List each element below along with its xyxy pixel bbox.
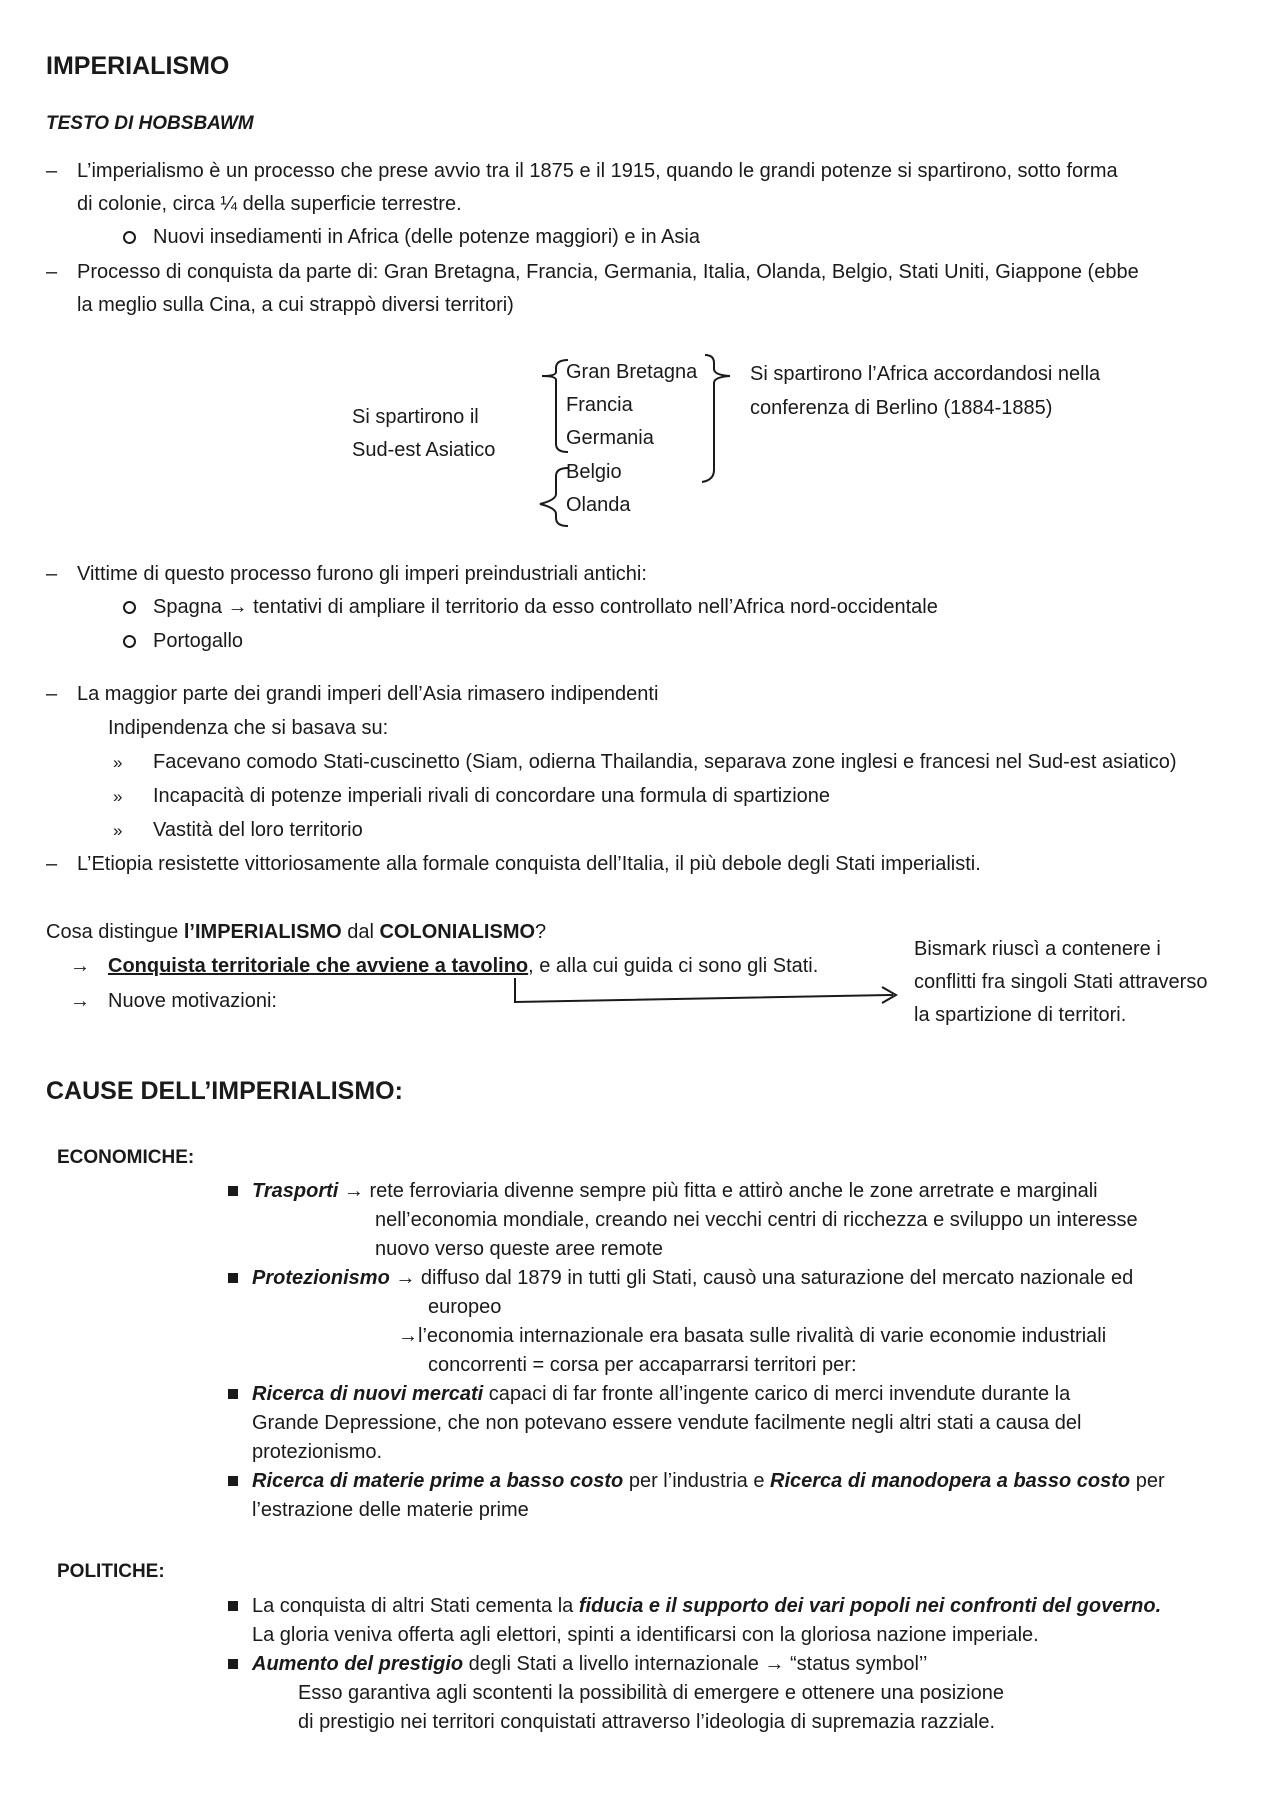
cause-title: Trasporti	[252, 1180, 339, 1202]
cause-text: capaci di far fronte all’ingente carico di merci invendute durante la	[483, 1383, 1071, 1405]
square-bullet-icon	[228, 1389, 238, 1399]
question-text: Cosa distingue	[46, 921, 184, 943]
reason-text: Vastità del loro territorio	[153, 819, 363, 841]
square-bullet-icon	[228, 1601, 238, 1611]
note-line: conflitti fra singoli Stati attraverso	[914, 971, 1208, 993]
cause-text: rete ferroviaria divenne sempre più fitta e attirò anche le zone arretrate e marginali	[369, 1180, 1098, 1202]
diagram-country: Francia	[566, 394, 633, 416]
spagna-label: Spagna	[153, 596, 222, 618]
arrow-right-icon: →	[764, 1653, 785, 1675]
cause-text: Esso garantiva agli scontenti la possibilità di emergere e ottenere una posizione	[298, 1682, 1004, 1704]
raquo-bullet-icon: »	[113, 787, 123, 806]
arrow-right-icon: →	[395, 1267, 416, 1289]
reason-text: Facevano comodo Stati-cuscinetto (Siam, odierna Thailandia, separava zone inglesi e francesi nel Sud-est asiatico)	[153, 751, 1177, 773]
left-brace-top	[542, 360, 568, 452]
question-line	[46, 919, 546, 945]
circle-bullet-icon	[123, 231, 136, 244]
square-bullet-icon	[228, 1476, 238, 1486]
cause-title: Ricerca di nuovi mercati	[252, 1383, 484, 1405]
page-subtitle: TESTO DI HOBSBAWM	[46, 113, 254, 134]
raquo-bullet-icon: »	[113, 753, 123, 772]
category-label: ECONOMICHE:	[57, 1147, 195, 1168]
cause-text: l’estrazione delle materie prime	[252, 1499, 529, 1521]
square-bullet-icon	[228, 1659, 238, 1669]
arrow-right-icon: →	[398, 1325, 418, 1347]
cause-text: concorrenti = corsa per accaparrarsi territori per:	[428, 1354, 857, 1376]
connector-arrow	[515, 978, 893, 1002]
circle-bullet-icon	[123, 635, 136, 648]
left-brace-bottom	[540, 468, 568, 526]
diagram-country: Germania	[566, 427, 654, 449]
cause-text: per	[1130, 1470, 1165, 1492]
cause-text: di prestigio nei territori conquistati attraverso l’ideologia di supremazia razziale.	[298, 1711, 996, 1733]
cause-text: protezionismo.	[252, 1441, 383, 1463]
dash-bullet: –	[46, 563, 58, 585]
answer-bold: Conquista territoriale che avviene a tavolino	[108, 955, 529, 977]
arrow-right-icon: →	[227, 596, 248, 618]
right-brace	[702, 355, 730, 482]
question-mark: ?	[535, 921, 547, 943]
question-text: dal	[341, 921, 380, 943]
arrow-right-icon: →	[343, 1180, 364, 1202]
diagram-country: Belgio	[566, 461, 622, 483]
square-bullet-icon	[228, 1273, 238, 1283]
answer-text: Nuove motivazioni:	[108, 990, 277, 1012]
cause-text: Grande Depressione, che non potevano essere vendute facilmente negli altri stati a causa del	[252, 1412, 1082, 1434]
arrow-right-icon: →	[70, 955, 90, 977]
diagram-country: Olanda	[566, 494, 631, 516]
paragraph-line: L’Etiopia resistette vittoriosamente alla formale conquista dell’Italia, il più debole degli Stati imperialisti.	[77, 853, 981, 875]
raquo-bullet-icon: »	[113, 821, 123, 840]
cause-title: Ricerca di materie prime a basso costo	[252, 1470, 624, 1492]
spagna-text: tentativi di ampliare il territorio da esso controllato nell’Africa nord-occidentale	[253, 596, 938, 618]
cause-title: fiducia e il supporto dei vari popoli nei confronti del governo.	[578, 1595, 1162, 1617]
answer-text: , e alla cui guida ci sono gli Stati.	[528, 955, 819, 977]
note-line: Bismark riuscì a contenere i	[914, 938, 1161, 960]
sub-bullet-text: Portogallo	[153, 630, 244, 652]
paragraph-line: La maggior parte dei grandi imperi dell’Asia rimasero indipendenti	[77, 683, 659, 705]
cause-text: nuovo verso queste aree remote	[375, 1238, 663, 1260]
paragraph-line: Processo di conquista da parte di: Gran Bretagna, Francia, Germania, Italia, Olanda, Belgio, Stati Uniti, Giappone (ebbe	[77, 261, 1139, 283]
cause-title: Ricerca di manodopera a basso costo	[770, 1470, 1131, 1492]
dash-bullet: –	[46, 261, 58, 283]
section-heading: CAUSE DELL’IMPERIALISMO:	[46, 1077, 403, 1105]
paragraph-line: Vittime di questo processo furono gli imperi preindustriali antichi:	[77, 563, 647, 585]
diagram-right-label: conferenza di Berlino (1884-1885)	[750, 397, 1053, 419]
page-title: IMPERIALISMO	[46, 52, 230, 80]
diagram-country: Gran Bretagna	[566, 361, 698, 383]
reason-text: Incapacità di potenze imperiali rivali di concordare una formula di spartizione	[153, 785, 831, 807]
paragraph-line: la meglio sulla Cina, a cui strappò diversi territori)	[77, 294, 514, 316]
cause-text: per l’industria e	[623, 1470, 771, 1492]
square-bullet-icon	[228, 1186, 238, 1196]
diagram-left-label: Si spartirono il	[352, 406, 479, 428]
dash-bullet: –	[46, 683, 58, 705]
cause-title: Aumento del prestigio	[252, 1653, 464, 1675]
dash-bullet: –	[46, 160, 58, 182]
cause-title: Protezionismo	[252, 1267, 390, 1289]
connector-arrowhead	[882, 987, 896, 1003]
note-line: la spartizione di territori.	[914, 1004, 1127, 1026]
cause-text: La gloria veniva offerta agli elettori, spinti a identificarsi con la gloriosa nazione imperiale.	[252, 1624, 1039, 1646]
diagram-right-label: Si spartirono l’Africa accordandosi nella	[750, 363, 1101, 385]
dash-bullet: –	[46, 853, 58, 875]
circle-bullet-icon	[123, 601, 136, 614]
cause-text: europeo	[428, 1296, 502, 1318]
paragraph-line: di colonie, circa ¼ della superficie terrestre.	[77, 193, 462, 215]
cause-text: nell’economia mondiale, creando nei vecchi centri di ricchezza e sviluppo un interesse	[375, 1209, 1138, 1231]
cause-text: diffuso dal 1879 in tutti gli Stati, causò una saturazione del mercato nazionale ed	[420, 1267, 1134, 1289]
arrow-right-icon: →	[70, 990, 90, 1012]
paragraph-line: Indipendenza che si basava su:	[108, 717, 389, 739]
question-imperialismo: l’IMPERIALISMO	[183, 921, 342, 943]
cause-text: l’economia internazionale era basata sulle rivalità di varie economie industriali	[418, 1325, 1107, 1347]
diagram-left-label: Sud-est Asiatico	[352, 439, 496, 461]
cause-quote: “status symbol’’	[789, 1653, 928, 1675]
cause-text: La conquista di altri Stati cementa la	[252, 1595, 579, 1617]
sub-bullet-text: Nuovi insediamenti in Africa (delle potenze maggiori) e in Asia	[153, 226, 700, 248]
question-colonialismo: COLONIALISMO	[379, 921, 536, 943]
cause-text: degli Stati a livello internazionale	[463, 1653, 759, 1675]
paragraph-line: L’imperialismo è un processo che prese avvio tra il 1875 e il 1915, quando le grandi potenze si spartirono, sotto forma	[77, 160, 1118, 182]
category-label: POLITICHE:	[57, 1561, 165, 1582]
